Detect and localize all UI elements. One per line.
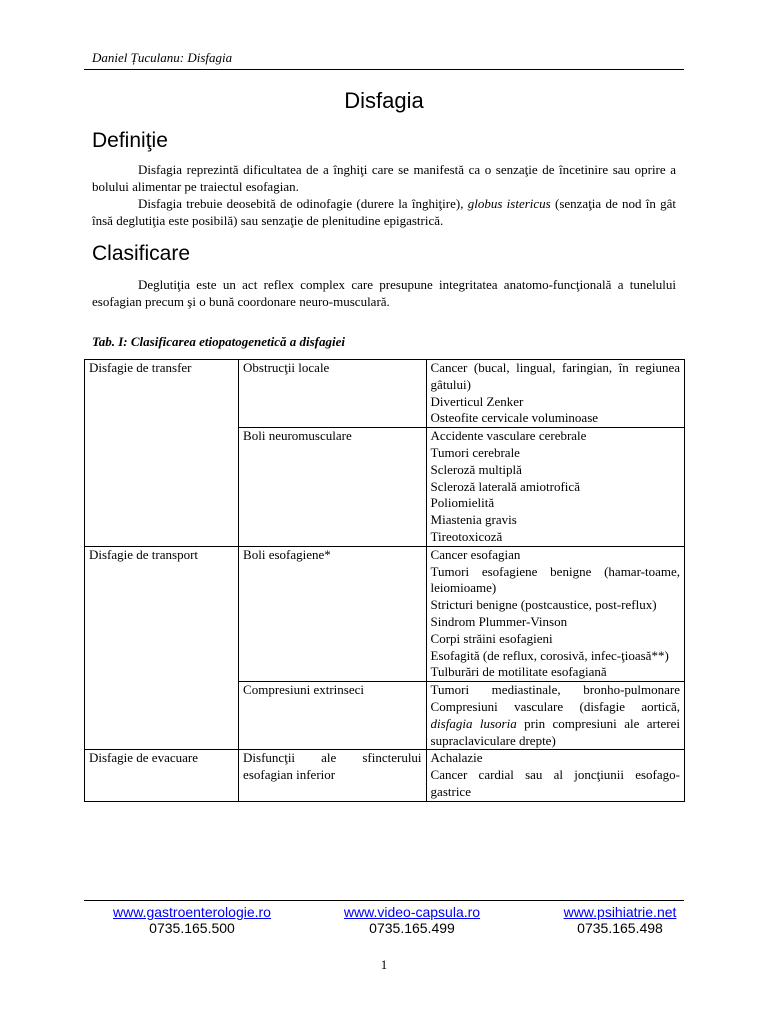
footer-contact-psihiatrie [530, 904, 710, 936]
psihiatrie-link[interactable]: www.psihiatrie.net [563, 904, 677, 920]
section-heading-classification: Clasificare [92, 242, 191, 265]
example-item: Tireotoxicoză [430, 528, 503, 544]
table-row [85, 360, 685, 428]
example-item: Cancer esofagian [430, 546, 521, 562]
example-item: Tulburări de motilitate esofagiană [430, 664, 607, 680]
example-item: Esofagită (de reflux, corosivă, infec-ţioasă**) [430, 647, 669, 663]
footer-contact-gastro [94, 904, 290, 936]
phone-number: 0735.165.499 [369, 920, 455, 936]
gastroenterologie-link[interactable]: www.gastroenterologie.ro [113, 904, 271, 920]
example-item: Tumori mediastinale, bronho-pulmonare [430, 682, 680, 698]
example-item [431, 699, 680, 749]
definition-p2-text-b: (senzaţia de nod în gât însă deglutiţia este posibilă) sau senzaţie de plenitudine epigastrică. [92, 196, 677, 228]
document-title: Disfagia [344, 88, 424, 113]
cause-cell: Disfuncţii ale sfincterului esofagian inferior [239, 750, 427, 801]
example-item: Diverticul Zenker [430, 393, 524, 409]
phone-number: 0735.165.498 [577, 920, 663, 936]
example-text-a: Compresiuni vasculare (disfagie aortică, [430, 698, 680, 714]
running-header: Daniel Țuculanu: Disfagia [92, 50, 233, 65]
examples-cell [426, 750, 684, 801]
example-item: Scleroză multiplă [430, 461, 522, 477]
example-item: Tumori cerebrale [430, 444, 520, 460]
examples-cell [426, 360, 684, 428]
cause-cell: Boli neuromusculare [239, 428, 427, 547]
example-item: Accidente vasculare cerebrale [430, 428, 587, 444]
example-item: Achalazie [430, 750, 483, 766]
example-item: Miastenia gravis [430, 512, 517, 528]
table-caption: Tab. I: Clasificarea etiopatogenetică a disfagiei [92, 334, 345, 349]
example-item: Scleroză laterală amiotrofică [430, 478, 580, 494]
section-heading-definition: Definiţie [92, 129, 168, 152]
classification-paragraph: Deglutiţia este un act reflex complex care presupune integritatea anatomo-funcţională a tunelului esofagian precum şi o bună coordonare neuro-musculară. [92, 277, 676, 309]
dysphagia-type-cell: Disfagie de evacuare [85, 750, 239, 801]
example-text-b: prin compresiuni ale arterei supraclaviculare drepte) [430, 715, 680, 748]
phone-number: 0735.165.500 [149, 920, 235, 936]
example-item: Tumori esofagiene benigne (hamar-toame, leiomioame) [430, 563, 680, 596]
example-item: Stricturi benigne (postcaustice, post-reflux) [430, 597, 657, 613]
example-item: Poliomielită [430, 495, 495, 511]
classification-table [84, 359, 685, 802]
example-item: Cancer (bucal, lingual, faringian, în regiunea gâtului) [430, 360, 680, 392]
definition-paragraph-1: Disfagia reprezintă dificultatea de a înghiţi care se manifestă ca o senzaţie de încetinire sau oprire a bolului alimentar pe traiectul esofagian. [92, 162, 676, 194]
cause-cell: Compresiuni extrinseci [239, 682, 427, 750]
examples-cell [426, 546, 684, 681]
example-item: Osteofite cervicale voluminoase [430, 410, 599, 426]
definition-paragraph-2 [92, 195, 676, 229]
video-capsula-link[interactable]: www.video-capsula.ro [343, 904, 481, 920]
page-number: 1 [380, 957, 388, 972]
footer-contact-video-capsula [314, 904, 510, 936]
footer-rule [84, 900, 684, 901]
dysphagia-type-cell: Disfagie de transport [85, 546, 239, 750]
cause-cell: Obstrucţii locale [239, 360, 427, 428]
globus-istericus-term: globus istericus [467, 196, 551, 211]
examples-cell [426, 682, 684, 750]
cause-cell: Boli esofagiene* [239, 546, 427, 681]
header-rule [84, 69, 684, 70]
table-row [85, 546, 685, 681]
example-item: Sindrom Plummer-Vinson [430, 613, 568, 629]
definition-p2-text-a: Disfagia trebuie deosebită de odinofagie (durere la înghiţire), [138, 196, 468, 211]
examples-cell [426, 428, 684, 547]
example-item: Corpi străini esofagieni [430, 630, 553, 646]
disfagia-lusoria-term: disfagia lusoria [430, 715, 517, 731]
dysphagia-type-cell: Disfagie de transfer [85, 360, 239, 547]
example-item: Cancer cardial sau al joncţiunii esofago-gastrice [430, 767, 680, 799]
table-row [85, 750, 685, 801]
